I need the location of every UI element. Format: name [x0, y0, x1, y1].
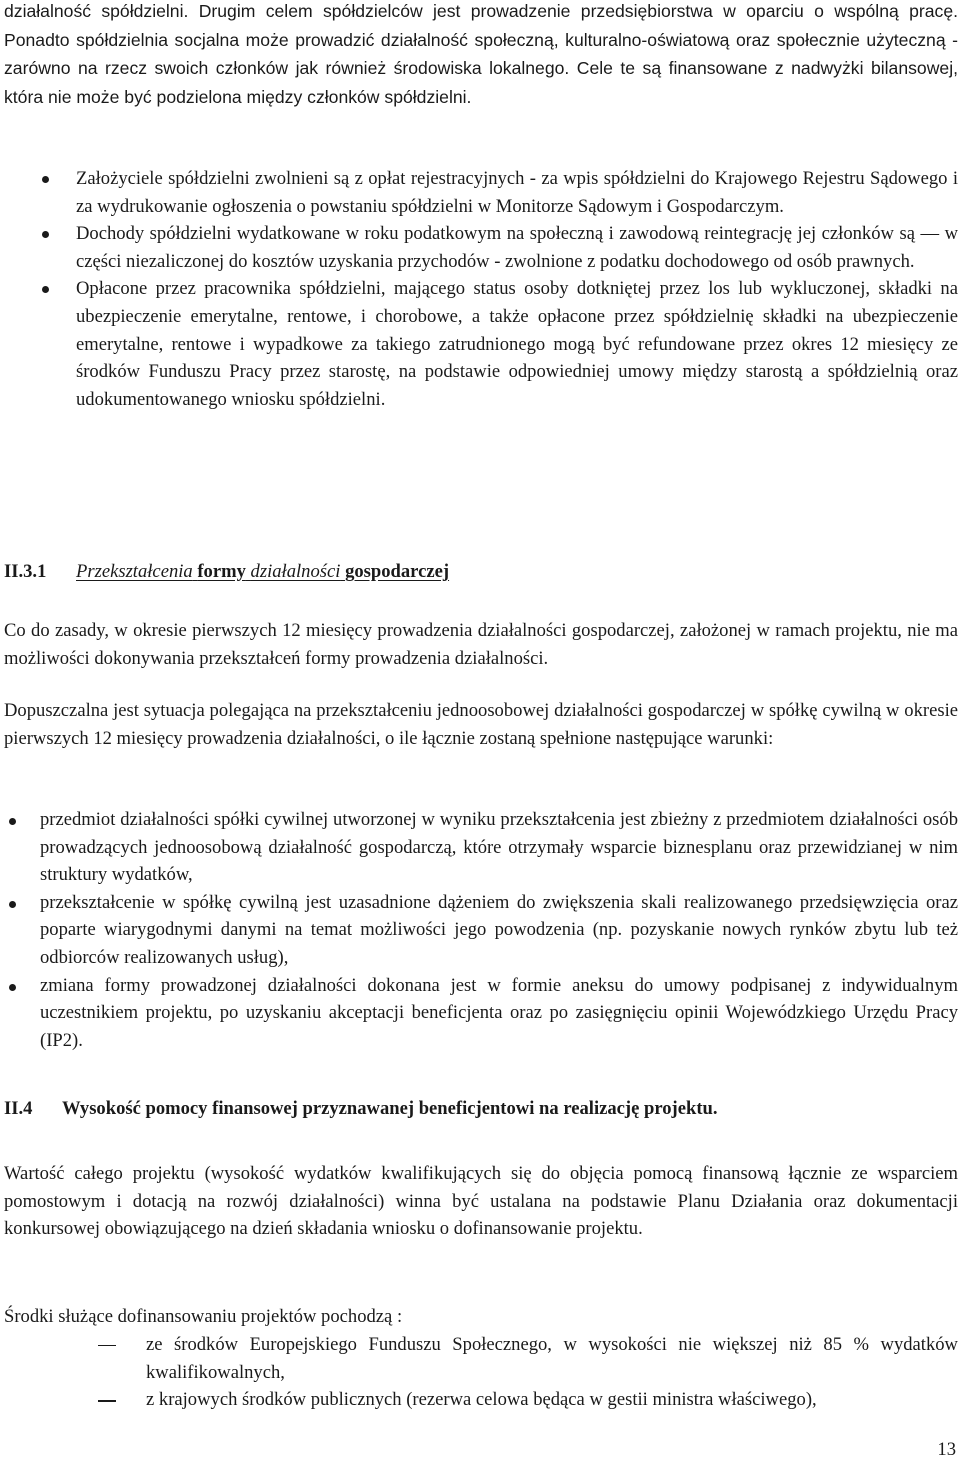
section-title: Wysokość pomocy finansowej przyznawanej beneficjentowi na realizację projektu. [62, 1098, 718, 1119]
section-number: II.3.1 [4, 561, 47, 582]
list-item-text: przekształcenie w spółkę cywilną jest uzasadnione dążeniem do zwiększenia skali realizowanego przedsięwzięcia oraz poparte wiarygodnymi danymi na temat możliwości jego powodzenia (np. pozyskanie nowych rynków zbytu lub też odbiorców realizowanych usług), [40, 891, 958, 968]
list-item [76, 220, 958, 275]
dash-icon [98, 1400, 116, 1401]
list-item-text: Dochody spółdzielni wydatkowane w roku podatkowym na społeczną i zawodową reintegrację jej członków są ― w części niezaliczonej do kosztów uzyskania przychodów - zwolnione z podatku dochodowego od osób prawnych. [76, 223, 958, 272]
section-title: Przekształcenia formy działalności gospodarczej [76, 561, 450, 582]
paragraph-project-value: Wartość całego projektu (wysokość wydatków kwalifikujących się do objęcia pomocą finansową łącznie ze wsparciem pomostowym i dotacją na rozwój działalności) winna być ustalana na podstawie Planu Działania oraz dokumentacji konkursowej obowiązującego na dzień składania wniosku o dofinansowanie projektu. [4, 1163, 958, 1240]
bullet-icon [9, 818, 16, 825]
bullet-list-cooperative-benefits [76, 165, 958, 413]
bullet-icon [9, 901, 16, 908]
dash-list-funding-sources [146, 1331, 958, 1414]
section-heading-ii-3-1 [4, 561, 449, 583]
list-item-text: zmiana formy prowadzonej działalności dokonana jest w formie aneksu do umowy podpisanej z indywidualnym uczestnikiem projektu, po uzyskaniu akceptacji beneficjenta oraz po zasięgnięciu opinii Wojewódzkiego Urzędu Pracy (IP2). [40, 974, 958, 1051]
paragraph-funding-sources-intro: Środki służące dofinansowaniu projektów pochodzą : [4, 1306, 403, 1327]
list-item-text: przedmiot działalności spółki cywilnej utworzonej w wyniku przekształcenia jest zbieżny z przedmiotem działalności osób prowadzących jednoosobową działalność gospodarczą, które otrzymały wsparcie biznesplanu oraz przewidzianej w nim struktury wydatków, [40, 809, 958, 886]
list-item [40, 972, 958, 1055]
list-item [146, 1386, 958, 1414]
list-item-text: Założyciele spółdzielni zwolnieni są z opłat rejestracyjnych - za wpis spółdzielni do Krajowego Rejestru Sądowego i za wydrukowanie ogłoszenia o powstaniu spółdzielni w Monitorze Sądowym i Gospodarczym. [76, 168, 958, 217]
list-item-text: z krajowych środków publicznych (rezerwa celowa będąca w gestii ministra właściwego), [146, 1389, 817, 1411]
intro-paragraph: działalność spółdzielni. Drugim celem spółdzielców jest prowadzenie przedsiębiorstwa w oparciu o wspólną pracę. Ponadto spółdzielnia socjalna może prowadzić działalność społeczną, kulturalno-oświatową oraz społecznie użyteczną - zarówno na rzecz swoich członków jak również środowiska lokalnego. Cele te są finansowane z nadwyżki bilansowej, która nie może być podzielona między członków spółdzielni. [4, 1, 958, 107]
bullet-icon [42, 176, 49, 183]
list-item-text: ze środków Europejskiego Funduszu Społecznego, w wysokości nie większej niż 85 % wydatków kwalifikowalnych, [146, 1334, 958, 1383]
paragraph-conditions-intro: Dopuszczalna jest sytuacja polegająca na przekształceniu jednoosobowej działalności gospodarczej w spółkę cywilną w okresie pierwszych 12 miesięcy prowadzenia działalności, o ile łącznie zostaną spełnione następujące warunki: [4, 700, 958, 749]
list-item [76, 275, 958, 413]
bullet-icon [9, 984, 16, 991]
page-number: 13 [937, 1439, 956, 1460]
dash-icon [98, 1345, 116, 1346]
bullet-list-conditions [40, 806, 958, 1054]
section-number: II.4 [4, 1098, 33, 1119]
bullet-icon [42, 286, 49, 293]
section-heading-ii-4 [4, 1098, 718, 1120]
paragraph-general-rule: Co do zasady, w okresie pierwszych 12 miesięcy prowadzenia działalności gospodarczej, założonej w ramach projektu, nie ma możliwości dokonywania przekształceń formy prowadzenia działalności. [4, 620, 958, 669]
bullet-icon [42, 231, 49, 238]
list-item [40, 806, 958, 889]
list-item [76, 165, 958, 220]
list-item-text: Opłacone przez pracownika spółdzielni, mającego status osoby dotkniętej przez los lub wykluczonej, składki na ubezpieczenie emerytalne, rentowe, i chorobowe, a także opłacone przez spółdzielnię składki na ubezpieczenie emerytalne, rentowe i wypadkowe za takiego zatrudnionego mogą być refundowane przez okres 12 miesięcy ze środków Funduszu Pracy przez starostę, na podstawie odpowiedniej umowy między starostą a spółdzielnią oraz udokumentowanego wniosku spółdzielni. [76, 278, 958, 410]
list-item [40, 889, 958, 972]
list-item [146, 1331, 958, 1386]
